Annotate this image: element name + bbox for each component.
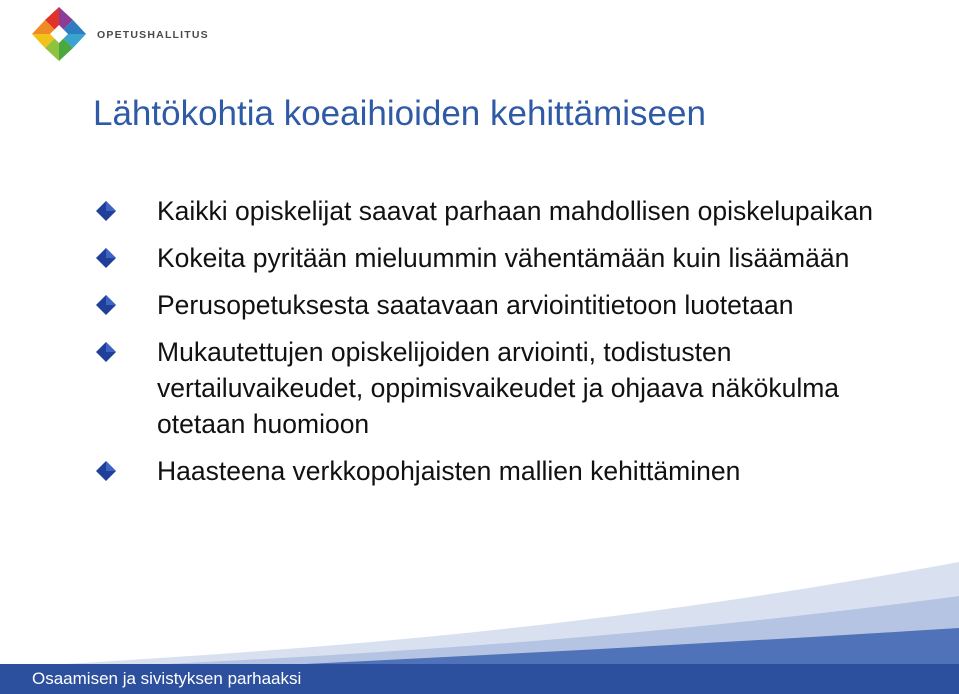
bullet-item xyxy=(95,240,915,276)
bullet-text: Kokeita pyritään mieluummin vähentämään kuin lisäämään xyxy=(157,243,850,273)
bullet-item xyxy=(95,287,915,323)
diamond-bullet-icon xyxy=(95,460,117,482)
bullet-item xyxy=(95,193,915,229)
logo-text: OPETUSHALLITUS xyxy=(97,29,209,41)
bullet-text: Perusopetuksesta saatavaan arviointitietoon luotetaan xyxy=(157,290,794,320)
bullet-item xyxy=(95,453,915,489)
diamond-logo-icon xyxy=(30,6,88,62)
diamond-bullet-icon xyxy=(95,294,117,316)
bullet-text: Kaikki opiskelijat saavat parhaan mahdollisen opiskelupaikan xyxy=(157,196,873,226)
bullet-text: Haasteena verkkopohjaisten mallien kehittäminen xyxy=(157,456,741,486)
bullet-item xyxy=(95,334,915,442)
bullet-text: Mukautettujen opiskelijoiden arviointi, todistusten vertailuvaikeudet, oppimisvaikeudet ja ohjaava näkökulma otetaan huomioon xyxy=(157,337,840,439)
diamond-bullet-icon xyxy=(95,247,117,269)
footer-tagline: Osaamisen ja sivistyksen parhaaksi xyxy=(32,669,302,688)
diamond-bullet-icon xyxy=(95,200,117,222)
diamond-bullet-icon xyxy=(95,341,117,363)
opetushallitus-logo xyxy=(30,6,210,62)
bullet-list xyxy=(95,193,915,500)
slide-title: Lähtökohtia koeaihioiden kehittämiseen xyxy=(93,94,706,133)
